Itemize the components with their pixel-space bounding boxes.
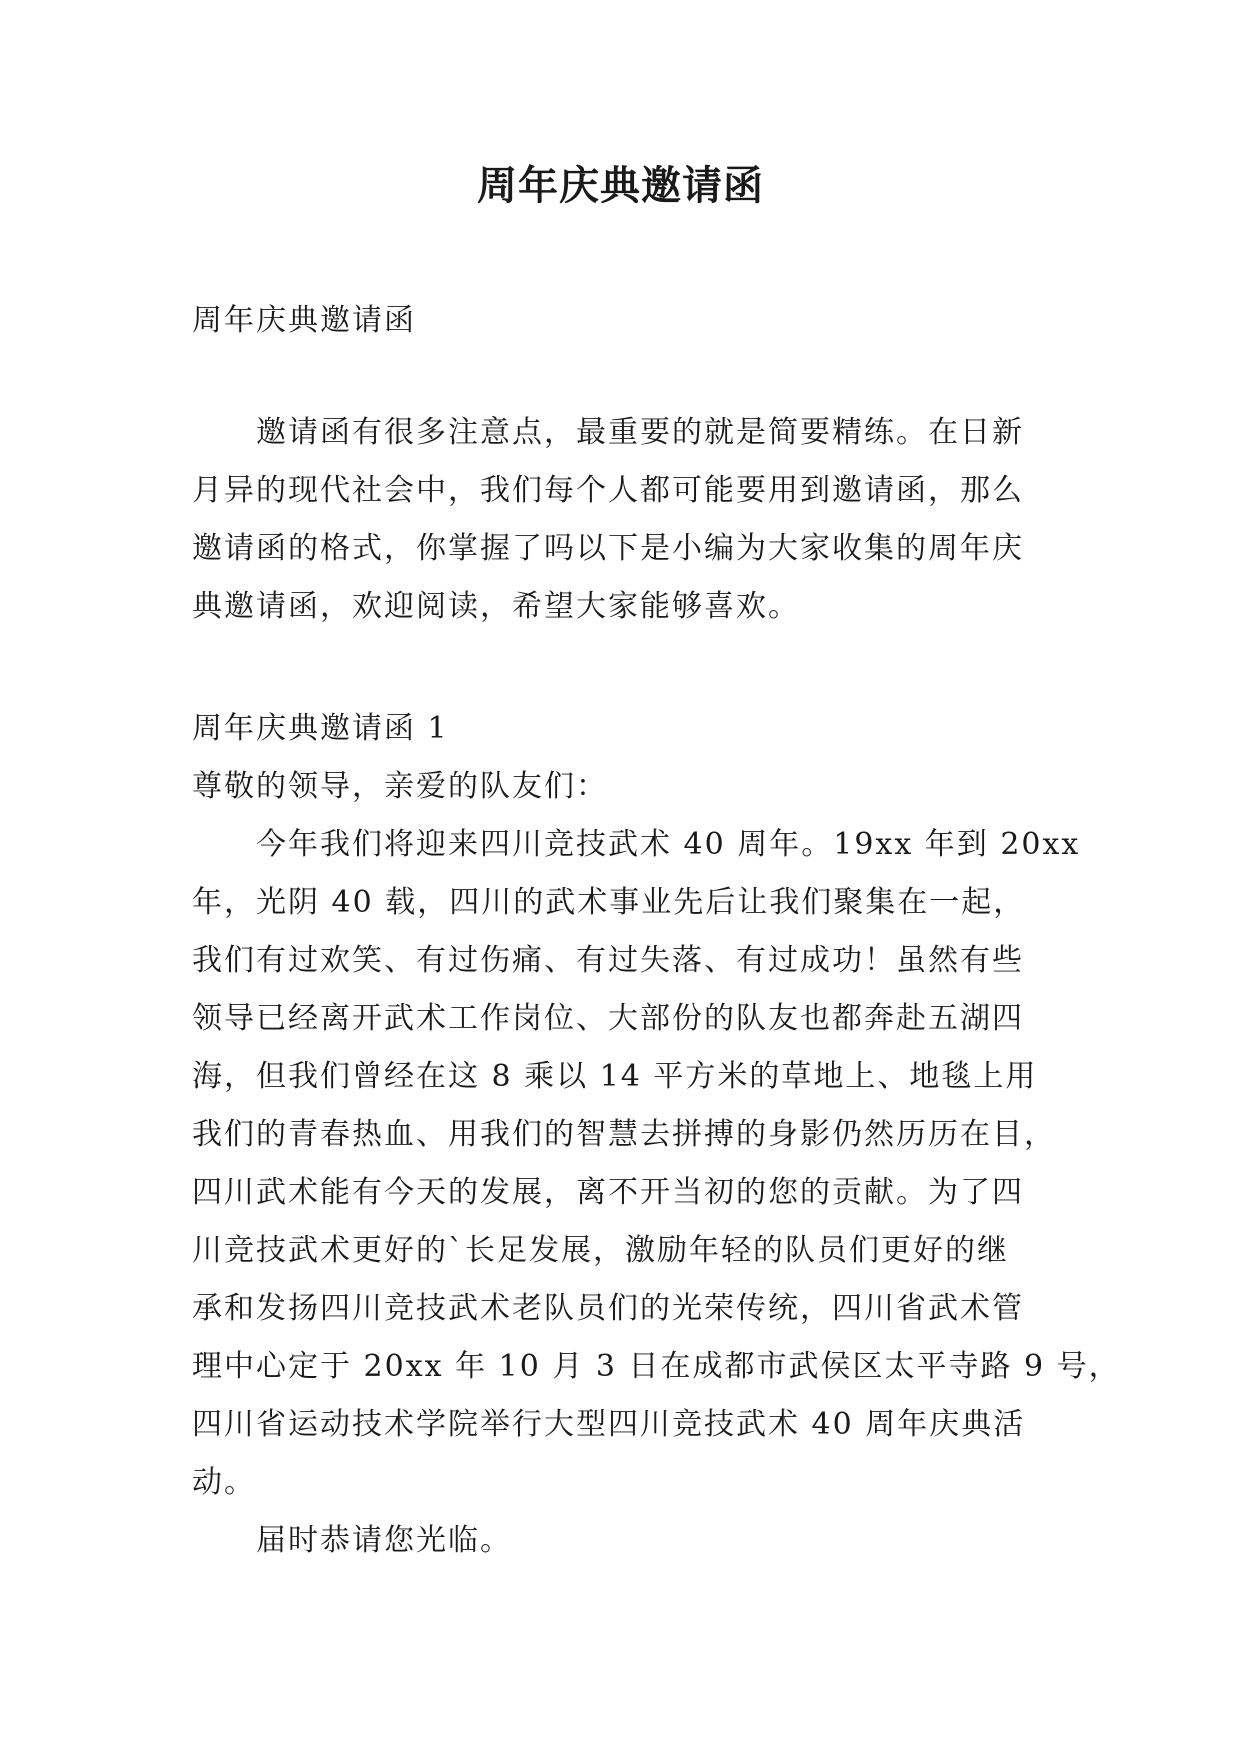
body-paragraph	[192, 816, 1121, 1512]
intro-line: 典邀请函，欢迎阅读，希望大家能够喜欢。	[192, 589, 800, 624]
body-line: 我们有过欢笑、有过伤痛、有过失落、有过成功！虽然有些	[192, 943, 1024, 978]
body-line: 承和发扬四川竞技武术老队员们的光荣传统，四川省武术管	[192, 1291, 1024, 1326]
body-line: 动。	[192, 1465, 256, 1500]
body-line: 四川武术能有今天的发展，离不开当初的您的贡献。为了四	[192, 1175, 1024, 1210]
body-line: 理中心定于 20xx 年 10 月 3 日在成都市武侯区太平寺路 9 号，	[192, 1349, 1121, 1384]
section-title: 周年庆典邀请函 1	[192, 711, 449, 746]
intro-line: 邀请函的格式，你掌握了吗以下是小编为大家收集的周年庆	[192, 531, 1024, 566]
body-line: 海，但我们曾经在这 8 乘以 14 平方米的草地上、地毯上用	[192, 1059, 1038, 1094]
intro-paragraph	[192, 404, 1052, 636]
body-line: 四川省运动技术学院举行大型四川竞技武术 40 周年庆典活	[192, 1407, 1026, 1442]
intro-line: 邀请函有很多注意点，最重要的就是简要精练。在日新	[256, 415, 1024, 450]
document-title: 周年庆典邀请函	[477, 162, 764, 209]
intro-line: 月异的现代社会中，我们每个人都可能要用到邀请函，那么	[192, 473, 1024, 508]
body-line: 领导已经离开武术工作岗位、大部份的队友也都奔赴五湖四	[192, 1001, 1024, 1036]
body-line: 今年我们将迎来四川竞技武术 40 周年。19xx 年到 20xx	[256, 827, 1081, 862]
body-line: 年，光阴 40 载，四川的武术事业先后让我们聚集在一起，	[192, 885, 1026, 920]
body-line: 川竞技武术更好的`长足发展，激励年轻的队员们更好的继	[192, 1233, 1009, 1268]
document-subtitle: 周年庆典邀请函	[192, 303, 416, 338]
salutation: 尊敬的领导，亲爱的队友们：	[192, 769, 608, 804]
body-line: 我们的青春热血、用我们的智慧去拼搏的身影仍然历历在目，	[192, 1117, 1056, 1152]
closing-line: 届时恭请您光临。	[256, 1523, 512, 1558]
